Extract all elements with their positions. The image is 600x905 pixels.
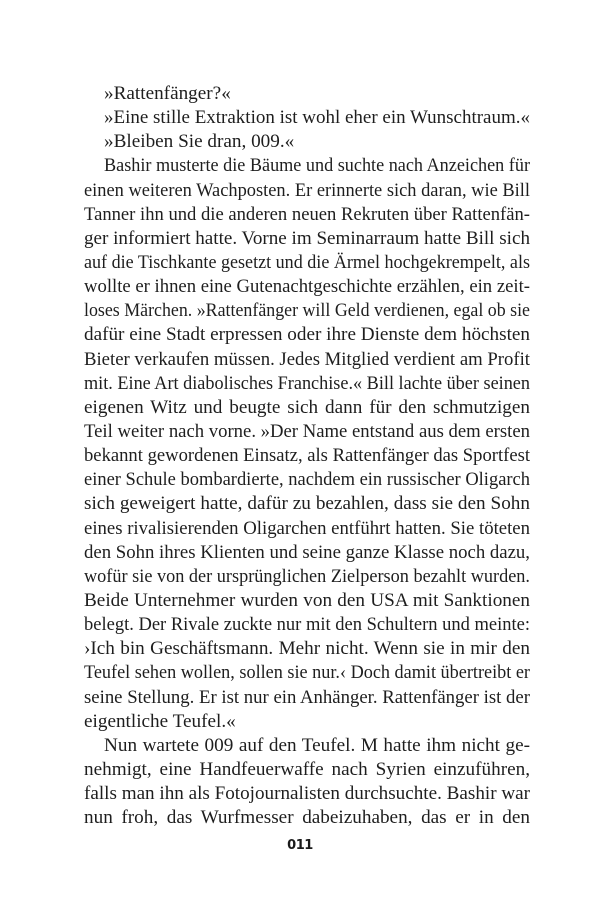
text-line: Bashir musterte die Bäume und suchte nach Anzeichen für (104, 155, 530, 177)
text-line: sich geweigert hatte, dafür zu bezahlen, dass sie den Sohn (84, 493, 530, 515)
text-line: »Rattenfänger?« (104, 83, 231, 104)
text-line: wollte er ihnen eine Gutenachtgeschichte erzählen, ein zeit- (84, 276, 530, 298)
text-line: seine Stellung. Er ist nur ein Anhänger. Rattenfänger ist der (84, 686, 530, 708)
text-line: »Bleiben Sie dran, 009.« (104, 131, 295, 153)
text-line: nun froh, das Wurfmesser dabeizuhaben, das er in den (84, 807, 530, 829)
text-line: »Eine stille Extraktion ist wohl eher ein Wunschtraum.« (104, 107, 530, 129)
text-line: belegt. Der Rivale zuckte nur mit den Schultern und meinte: (84, 614, 530, 636)
text-line: wofür sie von der ursprünglichen Zielperson bezahlt wurden. (84, 565, 530, 587)
text-line: auf die Tischkante gesetzt und die Ärmel hochgekrempelt, als (84, 251, 530, 273)
text-line: eigenen Witz und beugte sich dann für den schmutzigen (84, 396, 530, 418)
text-line: Teil weiter nach vorne. »Der Name entstand aus dem ersten (84, 420, 530, 442)
text-line: falls man ihn als Fotojournalisten durchsuchte. Bashir war (84, 783, 530, 805)
text-line: bekannt gewordenen Einsatz, als Rattenfänger das Sportfest (84, 445, 530, 467)
text-line: loses Märchen. »Rattenfänger will Geld verdienen, egal ob sie (84, 300, 530, 322)
text-line: den Sohn ihres Klienten und seine ganze Klasse noch dazu, (84, 541, 530, 563)
text-line: Beide Unternehmer wurden von den USA mit Sanktionen (84, 589, 530, 611)
text-line: Tanner ihn und die anderen neuen Rekruten über Rattenfän- (84, 203, 530, 225)
body-text (84, 82, 530, 830)
text-line: mit. Eine Art diabolisches Franchise.« Bill lachte über seinen (84, 372, 530, 394)
text-line: dafür eine Stadt erpressen oder ihre Dienste dem höchsten (84, 324, 530, 346)
text-line: Bieter verkaufen müssen. Jedes Mitglied verdient am Profit (84, 348, 530, 370)
text-line: Nun wartete 009 auf den Teufel. M hatte ihm nicht ge- (104, 734, 530, 756)
text-line: einen weiteren Wachposten. Er erinnerte sich daran, wie Bill (84, 179, 530, 201)
text-line: eigentliche Teufel.« (84, 710, 236, 732)
text-line: eines rivalisierenden Oligarchen entführt hatten. Sie töteten (84, 517, 530, 539)
page-number: 011 (287, 838, 313, 853)
text-line: nehmigt, eine Handfeuerwaffe nach Syrien einzuführen, (84, 758, 530, 780)
text-line: ›Ich bin Geschäftsmann. Mehr nicht. Wenn sie in mir den (84, 638, 530, 660)
text-line: Teufel sehen wollen, sollen sie nur.‹ Doch damit übertreibt er (84, 662, 530, 684)
text-line: ger informiert hatte. Vorne im Seminarraum hatte Bill sich (84, 227, 530, 249)
text-line: einer Schule bombardierte, nachdem ein russischer Oligarch (84, 469, 530, 491)
